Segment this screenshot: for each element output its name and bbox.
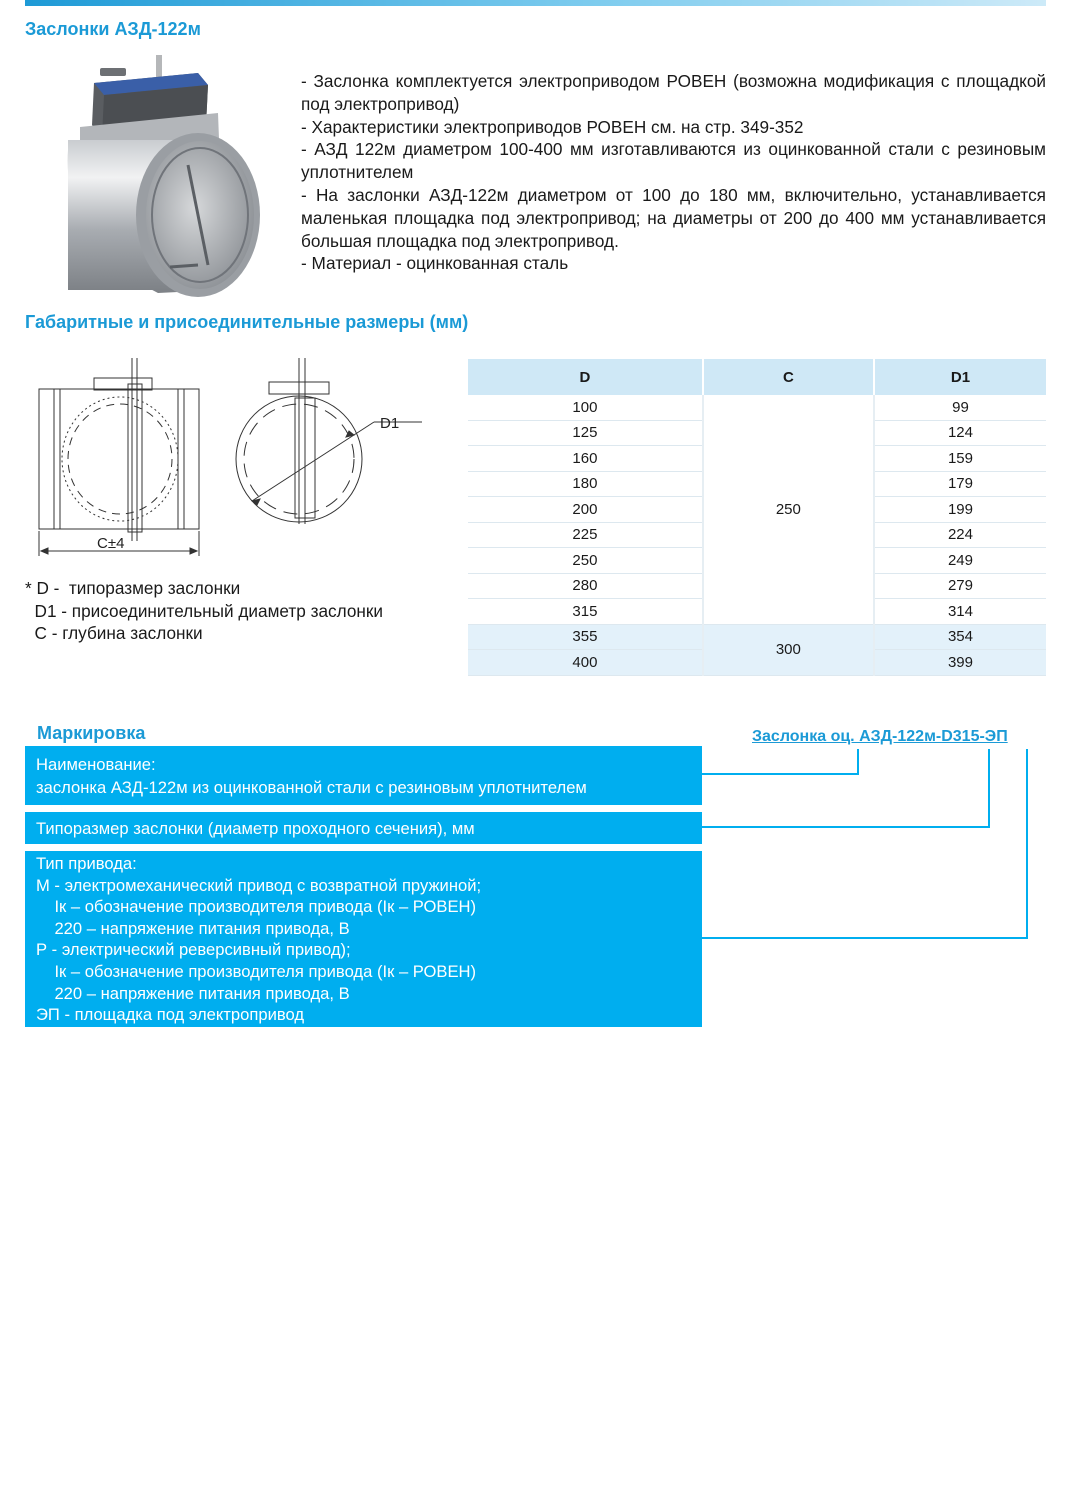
connector-line [702, 773, 859, 775]
table-cell: 249 [874, 548, 1046, 574]
table-cell: 279 [874, 573, 1046, 599]
table-cell: 159 [874, 446, 1046, 472]
table-cell: 399 [874, 650, 1046, 676]
connector-line [702, 937, 1028, 939]
table-row [468, 624, 1046, 650]
table-cell: 199 [874, 497, 1046, 523]
marking-box-size [25, 812, 702, 844]
table-cell: 179 [874, 471, 1046, 497]
intro-line: - Заслонка комплектуется электроприводом РОВЕН (возможна модификация с площадкой под электропривод) [301, 71, 1046, 114]
column-header: C [703, 359, 874, 395]
table-cell: 100 [468, 395, 703, 420]
damper-photo [48, 55, 262, 298]
marking-text-line: М - электромеханический привод с возвратной пружиной; [36, 875, 482, 895]
marking-text-line: Типоразмер заслонки (диаметр проходного сечения), мм [36, 819, 475, 838]
dimension-notes [25, 577, 383, 645]
column-header: D1 [874, 359, 1046, 395]
marking-text-line: Iк – обозначение производителя привода (Iк – РОВЕН) [36, 961, 477, 981]
technical-drawing [24, 356, 424, 561]
note-line: D1 - присоединительный диаметр заслонки [25, 600, 384, 621]
intro-line: - Характеристики электроприводов РОВЕН см. на стр. 349-352 [301, 116, 804, 137]
table-cell: 400 [468, 650, 703, 676]
marking-text-line: Наименование: [36, 755, 156, 774]
intro-text [301, 70, 1046, 275]
intro-line: - На заслонки АЗД-122м диаметром от 100 до 180 мм, включительно, устанавливается маленькая площадка под электропривод; на диаметры от 200 до 400 мм устанавливается большая площадка под электропривод. [301, 184, 1046, 251]
drawing-label-c: C±4 [97, 535, 125, 552]
connector-line [1026, 749, 1028, 939]
marking-text-line: Р - электрический реверсивный привод); [36, 940, 351, 960]
marking-code: Заслонка оц. АЗД-122м-D315-ЭП [752, 728, 1008, 745]
table-cell: 315 [468, 599, 703, 625]
marking-text-line: Iк – обозначение производителя привода (Iк – РОВЕН) [36, 897, 477, 917]
marking-text-line: 220 – напряжение питания привода, В [36, 918, 350, 938]
page-title: Заслонки АЗД-122м [25, 19, 201, 39]
marking-text-line: заслонка АЗД-122м из оцинкованной стали с резиновым уплотнителем [36, 778, 587, 797]
table-cell: 355 [468, 624, 703, 650]
connector-line [988, 749, 990, 828]
dimensions-table [468, 359, 1046, 676]
table-cell: 224 [874, 522, 1046, 548]
column-header: D [468, 359, 703, 395]
table-cell: 280 [468, 573, 703, 599]
marking-box-name [25, 746, 702, 805]
connector-line [857, 749, 859, 775]
note-line: С - глубина заслонки [25, 623, 203, 643]
marking-box-drive [25, 851, 702, 1027]
table-cell: 250 [703, 395, 874, 624]
table-cell: 354 [874, 624, 1046, 650]
table-cell: 125 [468, 420, 703, 446]
table-cell: 314 [874, 599, 1046, 625]
marking-heading: Маркировка [37, 723, 146, 743]
intro-line: - АЗД 122м диаметром 100-400 мм изготавливаются из оцинкованной стали с резиновым уплотнителем [301, 139, 1046, 183]
marking-text-line: Тип привода: [36, 854, 137, 873]
connector-line [702, 826, 990, 828]
top-accent-bar [25, 0, 1046, 6]
table-cell: 180 [468, 471, 703, 497]
table-cell: 124 [874, 420, 1046, 446]
table-cell: 99 [874, 395, 1046, 420]
table-cell: 160 [468, 446, 703, 472]
marking-text-line: ЭП - площадка под электропривод [36, 1005, 305, 1025]
marking-text-line: 220 – напряжение питания привода, В [36, 983, 350, 1003]
table-row [468, 395, 1046, 420]
table-cell: 250 [468, 548, 703, 574]
table-cell: 200 [468, 497, 703, 523]
dimensions-heading: Габаритные и присоединительные размеры (мм) [25, 312, 469, 332]
note-line: * D - типоразмер заслонки [25, 578, 241, 598]
drawing-label-d1: D1 [380, 415, 400, 432]
table-cell: 300 [703, 624, 874, 675]
table-cell: 225 [468, 522, 703, 548]
intro-line: - Материал - оцинкованная сталь [301, 253, 569, 274]
